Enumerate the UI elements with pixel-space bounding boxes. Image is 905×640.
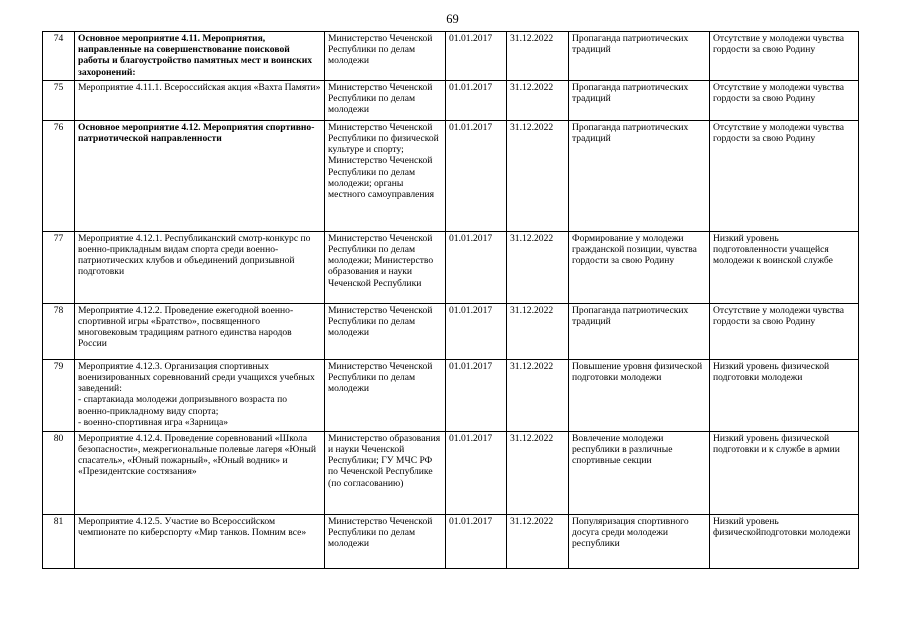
executor-cell: Министерство Чеченской Республики по делам молодежи bbox=[325, 303, 446, 359]
end-date-cell: 31.12.2022 bbox=[507, 231, 569, 303]
consequence-cell: Отсутствие у молодежи чувства гордости за свою Родину bbox=[710, 120, 859, 231]
table-row bbox=[43, 80, 859, 120]
end-date-cell: 31.12.2022 bbox=[507, 431, 569, 514]
start-date-cell: 01.01.2017 bbox=[446, 359, 507, 431]
executor-cell: Министерство Чеченской Республики по физической культуре и спорту; Министерство Чеченской Республики по делам молодежи; органы местного самоуправления bbox=[325, 120, 446, 231]
table-row bbox=[43, 303, 859, 359]
table-row bbox=[43, 431, 859, 514]
table-row bbox=[43, 514, 859, 568]
consequence-cell: Низкий уровень физической подготовки молодежи bbox=[710, 359, 859, 431]
executor-cell: Министерство Чеченской Республики по делам молодежи bbox=[325, 514, 446, 568]
end-date-cell: 31.12.2022 bbox=[507, 303, 569, 359]
expected-result-cell: Повышение уровня физической подготовки молодежи bbox=[569, 359, 710, 431]
expected-result-cell: Формирование у молодежи гражданской позиции, чувства гордости за свою Родину bbox=[569, 231, 710, 303]
measure-title-cell: Основное мероприятие 4.12. Мероприятия спортивно-патриотической направленности bbox=[75, 120, 325, 231]
end-date-cell: 31.12.2022 bbox=[507, 32, 569, 81]
row-number-cell: 76 bbox=[43, 120, 75, 231]
measure-title-line: - спартакиада молодежи допризывного возраста по военно-прикладному виду спорта; bbox=[78, 394, 288, 417]
page-number: 69 bbox=[446, 12, 459, 26]
measure-title-cell bbox=[75, 359, 325, 431]
table-row bbox=[43, 359, 859, 431]
consequence-cell: Низкий уровень физической подготовки и к службе в армии bbox=[710, 431, 859, 514]
table-row bbox=[43, 120, 859, 231]
expected-result-cell: Пропаганда патриотических традиций bbox=[569, 120, 710, 231]
table-row bbox=[43, 32, 859, 81]
consequence-cell: Отсутствие у молодежи чувства гордости за свою Родину bbox=[710, 80, 859, 120]
measure-title-cell: Мероприятие 4.11.1. Всероссийская акция «Вахта Памяти» bbox=[75, 80, 325, 120]
executor-cell: Министерство образования и науки Чеченской Республики; ГУ МЧС РФ по Чеченской Республике (по согласованию) bbox=[325, 431, 446, 514]
measure-title-cell: Мероприятие 4.12.4. Проведение соревнований «Школа безопасности», межрегиональные полевые лагеря «Юный спасатель», «Юный пожарный», «Юный водник» и «Президентские состязания» bbox=[75, 431, 325, 514]
measure-title-line: Мероприятие 4.12.3. Организация спортивных военизированных соревнований среди учащихся учебных заведений: bbox=[78, 360, 315, 395]
row-number-cell: 78 bbox=[43, 303, 75, 359]
expected-result-cell: Вовлечение молодежи республики в различные спортивные секции bbox=[569, 431, 710, 514]
start-date-cell: 01.01.2017 bbox=[446, 303, 507, 359]
executor-cell: Министерство Чеченской Республики по делам молодежи bbox=[325, 359, 446, 431]
consequence-cell: Низкий уровень подготовленности учащейся молодежи к воинской службе bbox=[710, 231, 859, 303]
start-date-cell: 01.01.2017 bbox=[446, 120, 507, 231]
consequence-cell: Низкий уровень физическойподготовки молодежи bbox=[710, 514, 859, 568]
row-number-cell: 75 bbox=[43, 80, 75, 120]
end-date-cell: 31.12.2022 bbox=[507, 80, 569, 120]
measure-title-cell: Мероприятие 4.12.2. Проведение ежегодной военно-спортивной игры «Братство», посвященного многовековым традициям ратного единства народов России bbox=[75, 303, 325, 359]
start-date-cell: 01.01.2017 bbox=[446, 431, 507, 514]
measures-table bbox=[42, 31, 859, 569]
expected-result-cell: Пропаганда патриотических традиций bbox=[569, 303, 710, 359]
consequence-cell: Отсутствие у молодежи чувства гордости за свою Родину bbox=[710, 32, 859, 81]
executor-cell: Министерство Чеченской Республики по делам молодежи bbox=[325, 80, 446, 120]
table-row bbox=[43, 231, 859, 303]
start-date-cell: 01.01.2017 bbox=[446, 514, 507, 568]
expected-result-cell: Популяризация спортивного досуга среди молодежи республики bbox=[569, 514, 710, 568]
measure-title-cell: Мероприятие 4.12.5. Участие во Всероссийском чемпионате по киберспорту «Мир танков. Помним все» bbox=[75, 514, 325, 568]
expected-result-cell: Пропаганда патриотических традиций bbox=[569, 32, 710, 81]
end-date-cell: 31.12.2022 bbox=[507, 359, 569, 431]
measure-title-line: - военно-спортивная игра «Зарница» bbox=[78, 416, 229, 428]
start-date-cell: 01.01.2017 bbox=[446, 80, 507, 120]
executor-cell: Министерство Чеченской Республики по делам молодежи; Министерство образования и науки Чеченской Республики bbox=[325, 231, 446, 303]
consequence-cell: Отсутствие у молодежи чувства гордости за свою Родину bbox=[710, 303, 859, 359]
executor-cell: Министерство Чеченской Республики по делам молодежи bbox=[325, 32, 446, 81]
start-date-cell: 01.01.2017 bbox=[446, 231, 507, 303]
expected-result-cell: Пропаганда патриотических традиций bbox=[569, 80, 710, 120]
measure-title-cell: Основное мероприятие 4.11. Мероприятия, направленные на совершенствование поисковой работы и благоустройство памятных мест и воинских захоронений: bbox=[75, 32, 325, 81]
start-date-cell: 01.01.2017 bbox=[446, 32, 507, 81]
end-date-cell: 31.12.2022 bbox=[507, 120, 569, 231]
row-number-cell: 79 bbox=[43, 359, 75, 431]
row-number-cell: 77 bbox=[43, 231, 75, 303]
measure-title-cell: Мероприятие 4.12.1. Республиканский смотр-конкурс по военно-прикладным видам спорта среди военно-патриотических клубов и объединений допризывной подготовки bbox=[75, 231, 325, 303]
end-date-cell: 31.12.2022 bbox=[507, 514, 569, 568]
row-number-cell: 81 bbox=[43, 514, 75, 568]
row-number-cell: 80 bbox=[43, 431, 75, 514]
row-number-cell: 74 bbox=[43, 32, 75, 81]
